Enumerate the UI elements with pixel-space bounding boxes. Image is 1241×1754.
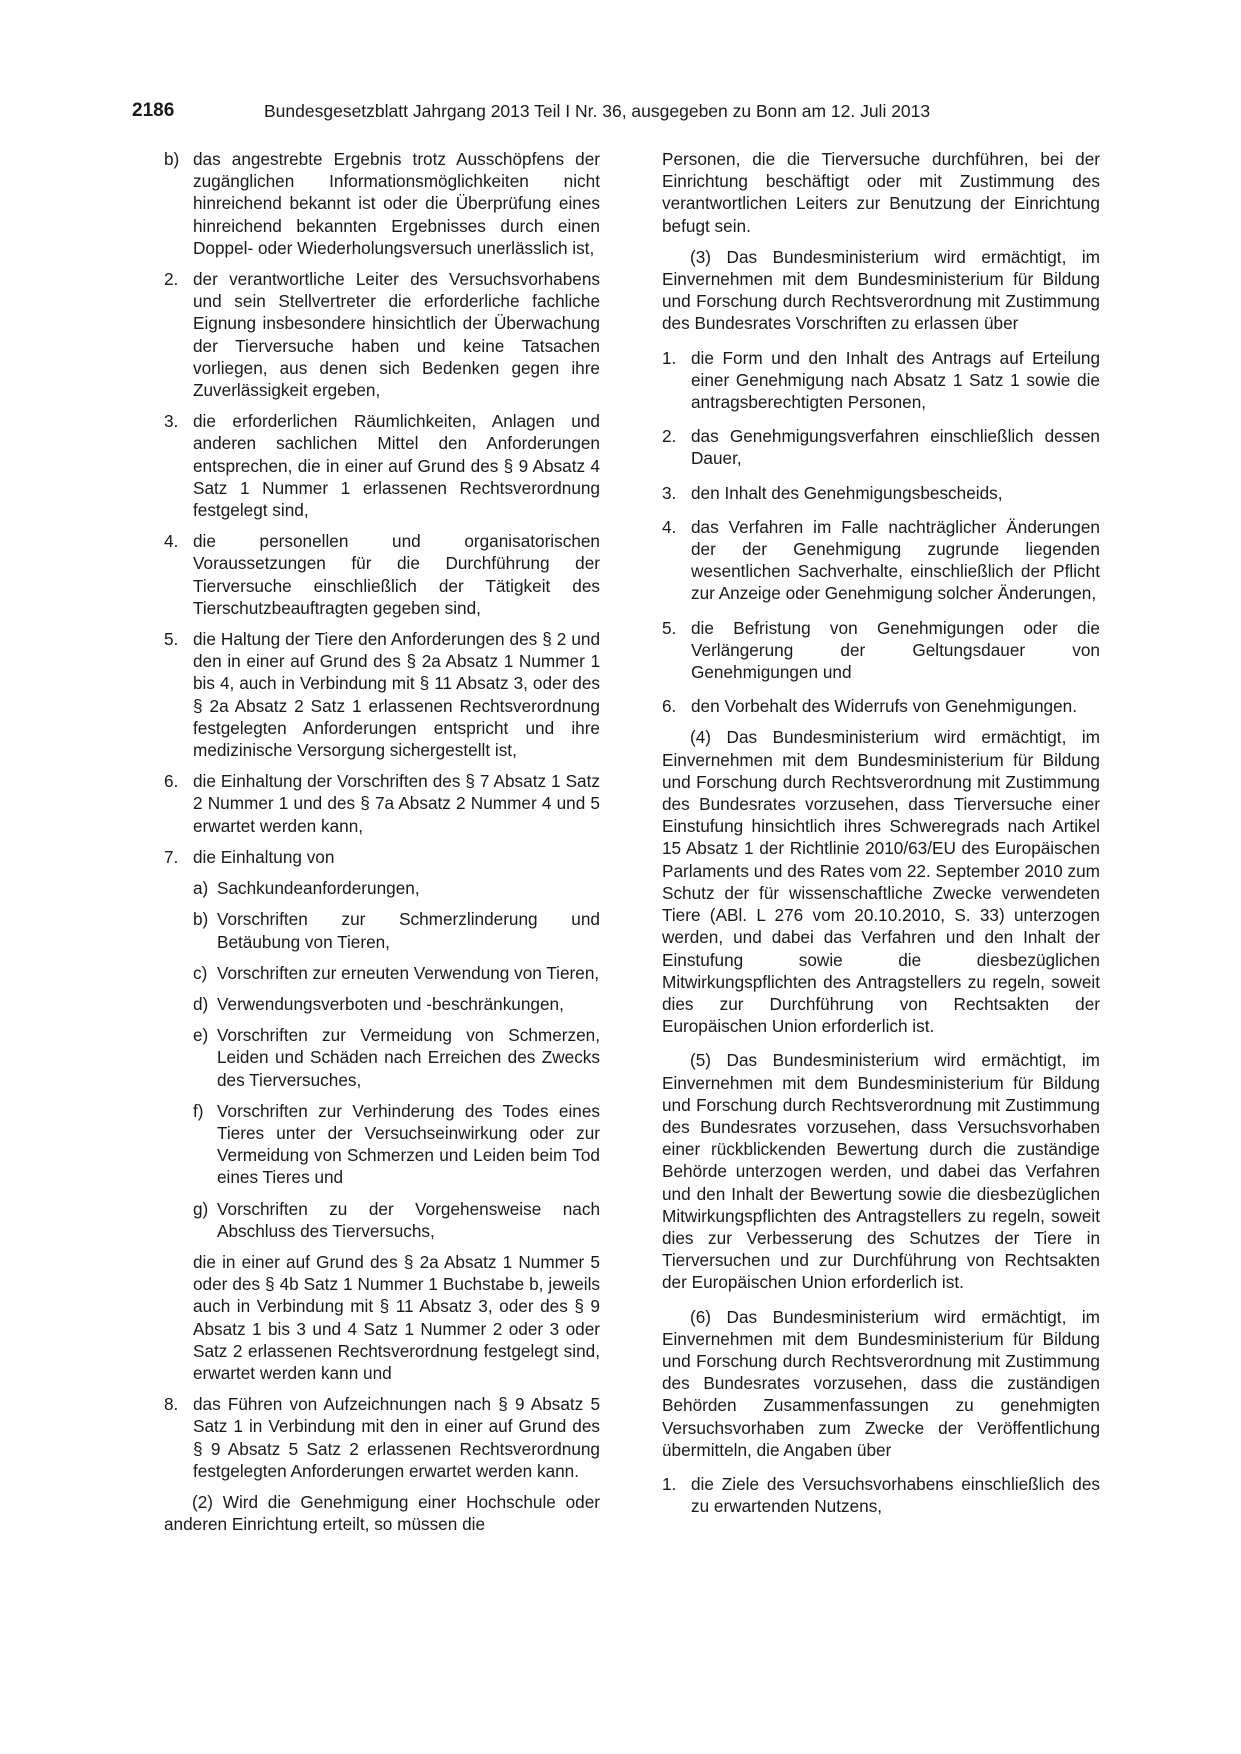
list-item: 3. die erforderlichen Räumlichkeiten, Anlagen und anderen sachlichen Mittel den Anforderungen entsprechen, die in einer auf Grund des § 9 Absatz 4 Satz 1 Nummer 1 erlassenen Rechtsverordnung festgelegt sind,: [164, 411, 600, 521]
sub-list-item: f) Vorschriften zur Verhinderung des Todes eines Tieres unter der Versuchseinwirkung oder zur Vermeidung von Schmerzen und Leiden beim Tod eines Tieres und: [193, 1100, 600, 1188]
sub-list-item: c) Vorschriften zur erneuten Verwendung von Tieren,: [193, 962, 600, 983]
sub-list-item: b) Vorschriften zur Schmerzlinderung und Betäubung von Tieren,: [193, 909, 600, 952]
list-item: 1. die Ziele des Versuchsvorhabens einschließlich des zu erwartenden Nutzens,: [662, 1473, 1100, 1517]
paragraph: (4) Das Bundesministerium wird ermächtigt, im Einvernehmen mit dem Bundesministerium für Bildung und Forschung durch Rechtsverordnung mit Zustimmung des Bundesrates vorzusehen, dass Tierversuche einer Einstufung hinsichtlich ihres Schweregrads nach Artikel 15 Absatz 1 der Richtlinie 2010/63/EU des Europäischen Parlaments und des Rates vom 22. September 2010 zum Schutz der für wissenschaftliche Zwecke verwendeten Tiere (ABl. L 276 vom 20.10.2010, S. 33) unterzogen werden, und dabei das Verfahren und den Inhalt der Einstufung sowie die diesbezüglichen Mitwirkungspflichten des Antragstellers zu regeln, soweit dies zur Durchführung von Rechtsakten der Europäischen Union erforderlich ist.: [662, 727, 1100, 1037]
sub-list-item: d) Verwendungsverboten und -beschränkungen,: [193, 993, 564, 1014]
list-item: 6. die Einhaltung der Vorschriften des § 7 Absatz 1 Satz 2 Nummer 1 und des § 7a Absatz 2 Nummer 4 und 5 erwartet werden kann,: [164, 771, 600, 836]
list-item: 8. das Führen von Aufzeichnungen nach § 9 Absatz 5 Satz 1 in Verbindung mit den in einer auf Grund des § 9 Absatz 5 Satz 2 erlassenen Rechtsverordnung festgelegten Anforderungen erwartet werden kann.: [164, 1394, 600, 1481]
paragraph: (3) Das Bundesministerium wird ermächtigt, im Einvernehmen mit dem Bundesministerium für Bildung und Forschung durch Rechtsverordnung mit Zustimmung des Bundesrates Vorschriften zu erlassen über: [662, 246, 1100, 334]
paragraph: (6) Das Bundesministerium wird ermächtigt, im Einvernehmen mit dem Bundesministerium für Bildung und Forschung durch Rechtsverordnung mit Zustimmung des Bundesrates vorzusehen, dass die zuständigen Behörden Zusammenfassungen zu genehmigten Versuchsvorhaben zum Zwecke der Veröffentlichung übermitteln, die Angaben über: [662, 1306, 1100, 1460]
list-item: 1. die Form und den Inhalt des Antrags auf Erteilung einer Genehmigung nach Absatz 1 Satz 1 sowie die antragsberechtigten Personen,: [662, 347, 1100, 413]
sub-list-item: e) Vorschriften zur Vermeidung von Schmerzen, Leiden und Schäden nach Erreichen des Zwecks des Tierversuches,: [193, 1025, 600, 1090]
left-column: [164, 148, 600, 1544]
right-column: [662, 148, 1100, 1526]
paragraph: (5) Das Bundesministerium wird ermächtigt, im Einvernehmen mit dem Bundesministerium für Bildung und Forschung durch Rechtsverordnung mit Zustimmung des Bundesrates vorzusehen, dass Versuchsvorhaben einer rückblickenden Bewertung durch die zuständige Behörde unterzogen werden, und dabei das Verfahren und den Inhalt der Bewertung sowie die diesbezüglichen Mitwirkungspflichten des Antragstellers zu regeln, soweit dies zur Verbesserung des Schutzes der Tiere in Tierversuchen und zur Durchführung von Rechtsakten der Europäischen Union erforderlich ist.: [662, 1050, 1100, 1293]
list-item: 2. der verantwortliche Leiter des Versuchsvorhabens und sein Stellvertreter die erforderliche fachliche Eignung insbesondere hinsichtlich der Überwachung der Tierversuche haben und keine Tatsachen vorliegen, aus denen sich Bedenken gegen ihre Zuverlässigkeit ergeben,: [164, 269, 600, 401]
sub-list-item: g) Vorschriften zu der Vorgehensweise nach Abschluss des Tierversuchs,: [193, 1198, 600, 1241]
list-item: b) das angestrebte Ergebnis trotz Ausschöpfens der zugänglichen Informationsmöglichkeiten nicht hinreichend bekannt ist oder die Überprüfung eines hinreichend bekannten Ergebnisses durch einen Doppel- oder Wiederholungsversuch unerlässlich ist,: [164, 149, 600, 258]
list-item-continuation: die in einer auf Grund des § 2a Absatz 1 Nummer 5 oder des § 4b Satz 1 Nummer 1 Buchstabe b, jeweils auch in Verbindung mit § 11 Absatz 3, oder des § 9 Absatz 1 bis 3 und 4 Satz 1 Nummer 2 oder 3 oder Satz 2 erlassenen Rechtsverordnung festgelegt sind, erwartet werden kann und: [193, 1251, 600, 1383]
list-item: 3. den Inhalt des Genehmigungsbescheids,: [662, 482, 1003, 503]
list-item: 6. den Vorbehalt des Widerrufs von Genehmigungen.: [662, 696, 1078, 717]
running-title: Bundesgesetzblatt Jahrgang 2013 Teil I Nr. 36, ausgegeben zu Bonn am 12. Juli 2013: [264, 101, 931, 121]
list-item: 4. das Verfahren im Falle nachträglicher Änderungen der der Genehmigung zugrunde liegenden wesentlichen Sachverhalte, einschließlich der Pflicht zur Anzeige oder Genehmigung solcher Änderungen,: [662, 516, 1100, 604]
page-number: 2186: [132, 100, 175, 121]
paragraph: Personen, die die Tierversuche durchführen, bei der Einrichtung beschäftigt oder mit Zustimmung des verantwortlichen Leiters zur Benutzung der Einrichtung befugt sein.: [662, 149, 1100, 236]
sub-list: [193, 877, 600, 1242]
list-item: 2. das Genehmigungsverfahren einschließlich dessen Dauer,: [662, 426, 1100, 469]
list-item: 5. die Befristung von Genehmigungen oder die Verlängerung der Geltungsdauer von Genehmigungen und: [662, 617, 1100, 683]
list-item: 4. die personellen und organisatorischen Voraussetzungen für die Durchführung der Tierversuche einschließlich der Tätigkeit des Tierschutzbeauftragten gegeben sind,: [164, 531, 600, 618]
list-item: 5. die Haltung der Tiere den Anforderungen des § 2 und den in einer auf Grund des § 2a Absatz 1 Nummer 1 bis 4, auch in Verbindung mit § 11 Absatz 3, oder des § 2a Absatz 2 Satz 1 erlassenen Rechtsverordnung festgelegten Anforderungen entspricht und ihre medizinische Versorgung sichergestellt ist,: [164, 629, 600, 761]
list-item: 7. die Einhaltung von: [164, 846, 335, 867]
paragraph: (2) Wird die Genehmigung einer Hochschule oder anderen Einrichtung erteilt, so müssen die: [164, 1491, 600, 1535]
page-header: [132, 100, 982, 126]
sub-list-item: a) Sachkundeanforderungen,: [193, 878, 420, 899]
